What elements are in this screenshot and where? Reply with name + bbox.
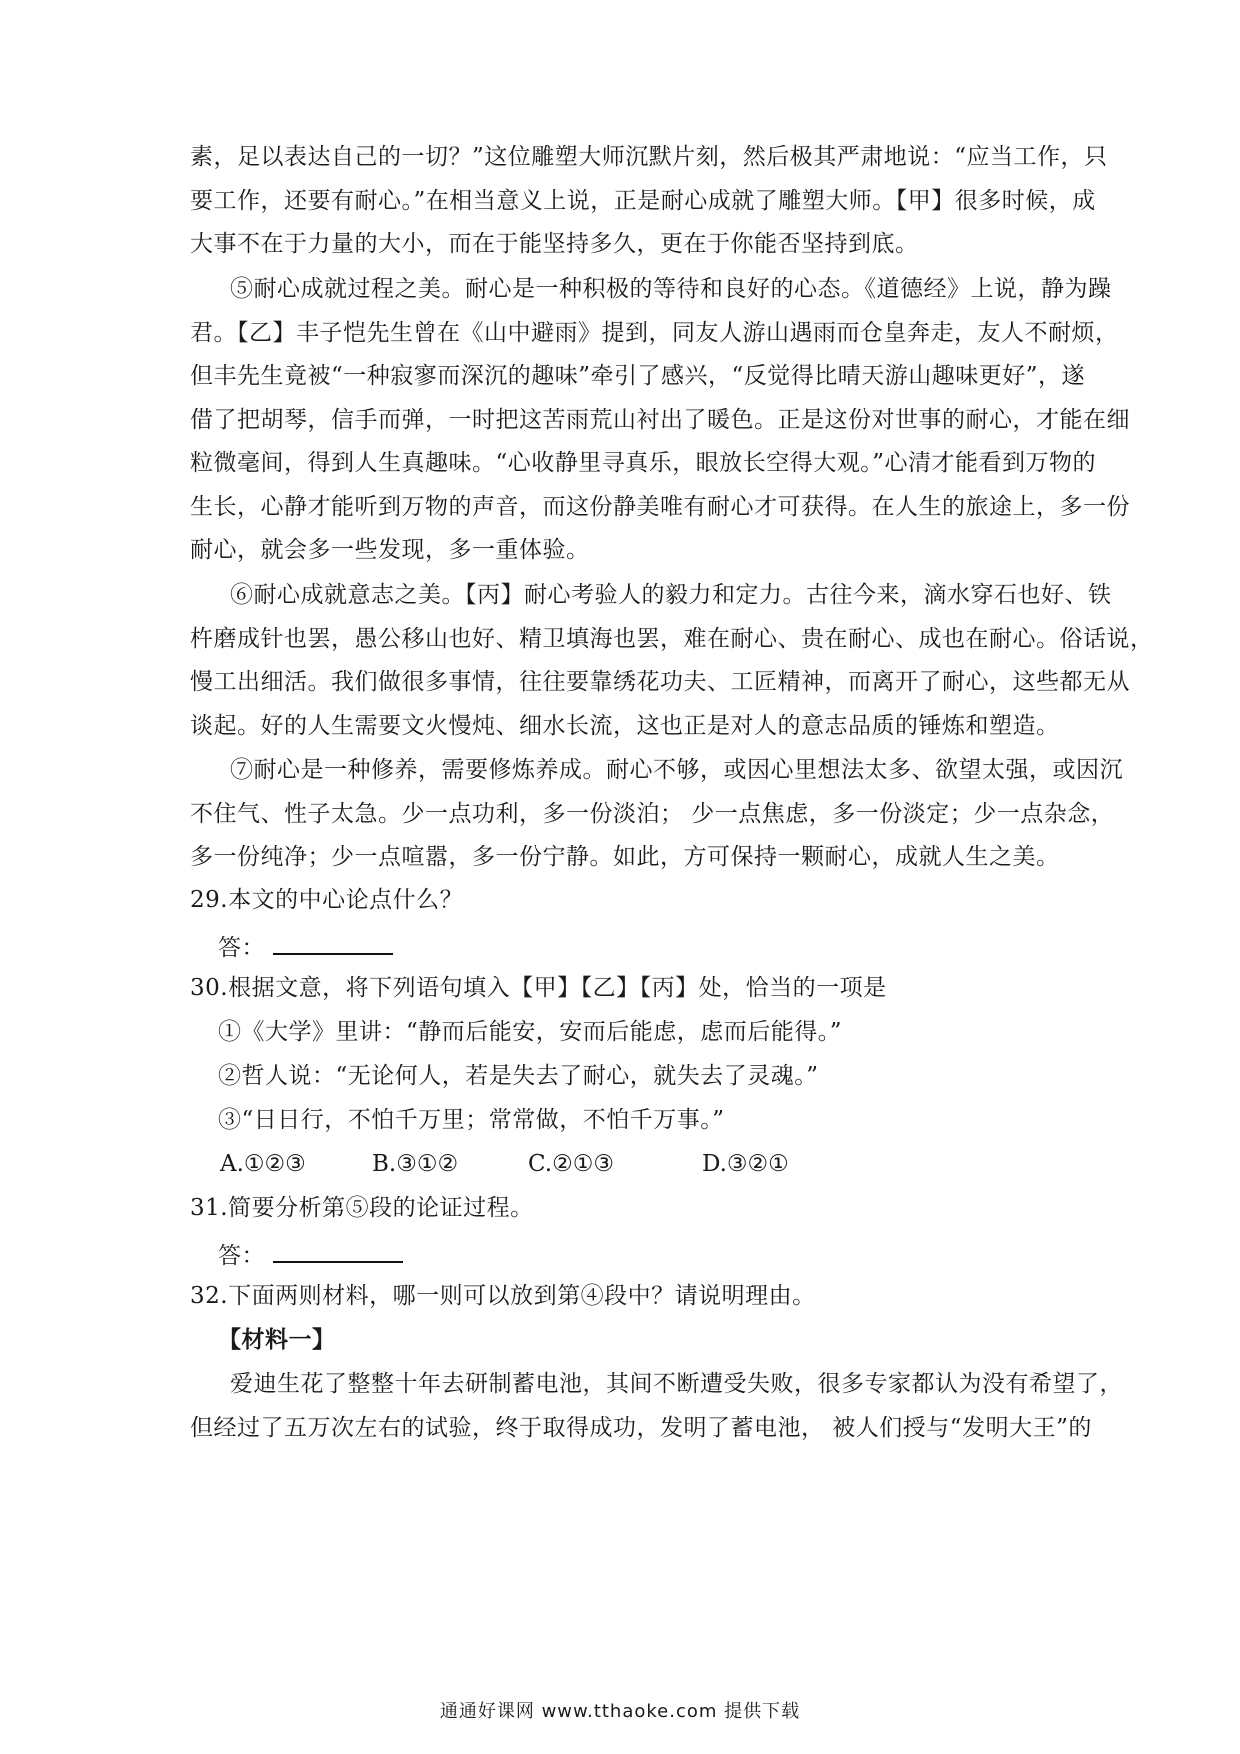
question-29: 29.本文的中心论点什么？ (190, 887, 464, 913)
paragraph-6-line: ⑥耐心成就意志之美。【丙】耐心考验人的毅力和定力。古往今来，滴水穿石也好、铁 (230, 582, 1112, 608)
question-30-item: ③“日日行，不怕千万里；常常做，不怕千万事。” (218, 1107, 725, 1133)
option-b[interactable]: B.③①② (372, 1151, 459, 1177)
paragraph-7-line: 不住气、性子太急。少一点功利，多一份淡泊； 少一点焦虑，多一份淡定；少一点杂念， (190, 801, 1115, 827)
paragraph-5-line: 耐心，就会多一些发现，多一重体验。 (190, 537, 590, 563)
paragraph-4-line: 大事不在于力量的大小，而在于能坚持多久，更在于你能否坚持到底。 (190, 231, 919, 257)
question-30: 30.根据文意，将下列语句填入【甲】【乙】【丙】处，恰当的一项是 (190, 975, 887, 1001)
answer-label: 答： (218, 935, 265, 961)
paragraph-6-line: 慢工出细活。我们做很多事情，往往要靠绣花功夫、工匠精神，而离开了耐心，这些都无从 (190, 669, 1130, 695)
answer-31 (218, 1237, 403, 1271)
question-30-item: ②哲人说：“无论何人，若是失去了耐心，就失去了灵魂。” (218, 1063, 819, 1089)
answer-blank[interactable] (273, 1237, 403, 1263)
page-footer: 通通好课网 www.tthaoke.com 提供下载 (439, 1701, 801, 1722)
option-c[interactable]: C.②①③ (528, 1151, 614, 1177)
paragraph-5-line: ⑤耐心成就过程之美。耐心是一种积极的等待和良好的心态。《道德经》上说，静为躁 (230, 276, 1112, 302)
paragraph-7-line: ⑦耐心是一种修养，需要修炼养成。耐心不够，或因心里想法太多、欲望太强，或因沉 (230, 757, 1123, 783)
paragraph-6-line: 杵磨成针也罢，愚公移山也好、精卫填海也罢，难在耐心、贵在耐心、成也在耐心。俗话说， (190, 626, 1154, 652)
answer-label: 答： (218, 1243, 265, 1269)
question-32: 32.下面两则材料，哪一则可以放到第④段中？请说明理由。 (190, 1283, 816, 1309)
paragraph-4-line: 要工作，还要有耐心。”在相当意义上说，正是耐心成就了雕塑大师。【甲】很多时候，成 (190, 188, 1096, 214)
paragraph-5-line: 君。【乙】丰子恺先生曾在《山中避雨》提到，同友人游山遇雨而仓皇奔走，友人不耐烦， (190, 320, 1119, 346)
paragraph-5-line: 但丰先生竟被“一种寂寥而深沉的趣味”牵引了感兴，“反觉得比晴天游山趣味更好”，遂 (190, 363, 1086, 389)
paragraph-5-line: 粒微毫间，得到人生真趣味。“心收静里寻真乐，眼放长空得大观。”心清才能看到万物的 (190, 450, 1097, 476)
option-a[interactable]: A.①②③ (220, 1151, 306, 1177)
paragraph-7-line: 多一份纯净；少一点喧嚣，多一份宁静。如此，方可保持一颗耐心，成就人生之美。 (190, 844, 1060, 870)
question-31: 31.简要分析第⑤段的论证过程。 (190, 1195, 534, 1221)
option-d[interactable]: D.③②① (702, 1151, 789, 1177)
material-1-line: 爱迪生花了整整十年去研制蓄电池，其间不断遭受失败，很多专家都认为没有希望了， (230, 1371, 1123, 1397)
question-30-item: ①《大学》里讲：“静而后能安，安而后能虑，虑而后能得。” (218, 1019, 843, 1045)
answer-blank[interactable] (273, 929, 393, 955)
material-1-title: 【材料一】 (218, 1326, 336, 1353)
paragraph-5-line: 借了把胡琴，信手而弹，一时把这苦雨荒山衬出了暖色。正是这份对世事的耐心，才能在细 (190, 407, 1130, 433)
paragraph-4-line: 素，足以表达自己的一切？”这位雕塑大师沉默片刻，然后极其严肃地说：“应当工作，只 (190, 144, 1108, 170)
paragraph-5-line: 生长，心静才能听到万物的声音，而这份静美唯有耐心才可获得。在人生的旅途上，多一份 (190, 494, 1130, 520)
material-1-line: 但经过了五万次左右的试验，终于取得成功，发明了蓄电池， 被人们授与“发明大王”的 (190, 1415, 1092, 1441)
paragraph-6-line: 谈起。好的人生需要文火慢炖、细水长流，这也正是对人的意志品质的锤炼和塑造。 (190, 713, 1060, 739)
answer-29 (218, 929, 393, 963)
